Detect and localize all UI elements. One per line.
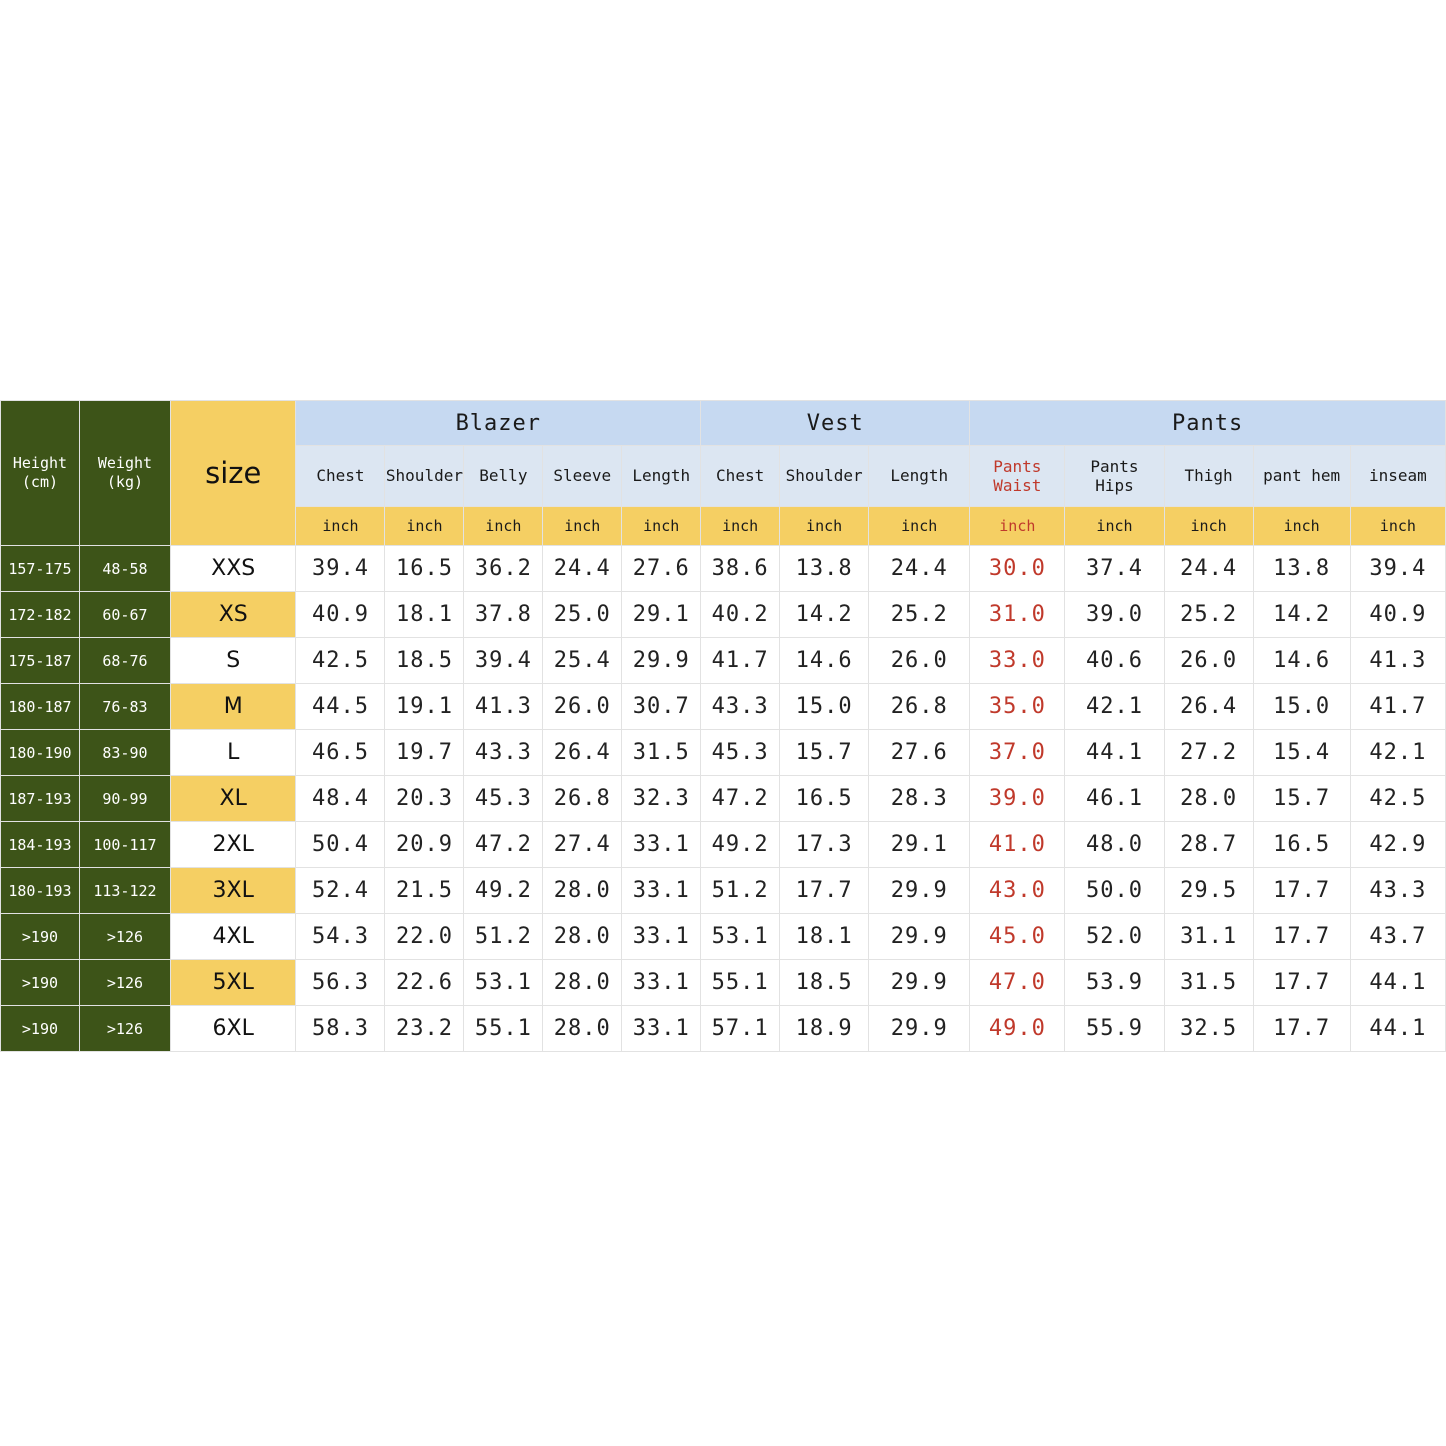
cell-value: 41.7 <box>701 638 780 684</box>
cell-value: 43.0 <box>970 868 1065 914</box>
cell-value: 27.2 <box>1164 730 1253 776</box>
measure-header-0: Chest <box>296 446 385 507</box>
table-row <box>1 684 1446 730</box>
table-row <box>1 638 1446 684</box>
cell-value: 28.3 <box>869 776 970 822</box>
cell-value: 45.0 <box>970 914 1065 960</box>
cell-value: 25.2 <box>1164 592 1253 638</box>
cell-value: 26.0 <box>543 684 622 730</box>
cell-height: >190 <box>1 914 80 960</box>
measure-header-5: Chest <box>701 446 780 507</box>
cell-value: 42.5 <box>296 638 385 684</box>
cell-value: 28.0 <box>543 1006 622 1052</box>
cell-value: 23.2 <box>385 1006 464 1052</box>
unit-header-1: inch <box>385 507 464 546</box>
table-row <box>1 868 1446 914</box>
cell-size: 3XL <box>170 868 295 914</box>
cell-value: 52.4 <box>296 868 385 914</box>
cell-value: 33.1 <box>622 822 701 868</box>
cell-value: 41.3 <box>1350 638 1445 684</box>
cell-value: 39.0 <box>1065 592 1164 638</box>
cell-value: 26.8 <box>543 776 622 822</box>
unit-header-5: inch <box>701 507 780 546</box>
cell-value: 15.7 <box>1253 776 1350 822</box>
table-row <box>1 776 1446 822</box>
cell-value: 44.5 <box>296 684 385 730</box>
cell-value: 28.0 <box>543 868 622 914</box>
cell-weight: 83-90 <box>79 730 170 776</box>
cell-value: 37.0 <box>970 730 1065 776</box>
group-header-blazer: Blazer <box>296 401 701 446</box>
cell-value: 26.4 <box>1164 684 1253 730</box>
cell-height: 180-193 <box>1 868 80 914</box>
cell-weight: 68-76 <box>79 638 170 684</box>
measure-header-4: Length <box>622 446 701 507</box>
cell-value: 18.5 <box>385 638 464 684</box>
unit-header-12: inch <box>1350 507 1445 546</box>
cell-value: 17.7 <box>1253 914 1350 960</box>
cell-value: 43.3 <box>701 684 780 730</box>
measure-header-7: Length <box>869 446 970 507</box>
cell-value: 25.4 <box>543 638 622 684</box>
cell-value: 55.9 <box>1065 1006 1164 1052</box>
cell-value: 40.6 <box>1065 638 1164 684</box>
cell-value: 39.4 <box>1350 546 1445 592</box>
cell-size: 2XL <box>170 822 295 868</box>
cell-value: 33.1 <box>622 868 701 914</box>
cell-value: 28.0 <box>543 914 622 960</box>
cell-value: 51.2 <box>701 868 780 914</box>
unit-header-0: inch <box>296 507 385 546</box>
cell-value: 31.5 <box>1164 960 1253 1006</box>
header-row-groups <box>1 401 1446 446</box>
cell-value: 42.5 <box>1350 776 1445 822</box>
cell-value: 17.7 <box>780 868 869 914</box>
cell-value: 33.1 <box>622 1006 701 1052</box>
unit-header-4: inch <box>622 507 701 546</box>
cell-value: 26.0 <box>1164 638 1253 684</box>
cell-value: 15.0 <box>1253 684 1350 730</box>
cell-value: 20.3 <box>385 776 464 822</box>
measure-header-2: Belly <box>464 446 543 507</box>
cell-height: 180-190 <box>1 730 80 776</box>
cell-value: 53.1 <box>464 960 543 1006</box>
cell-value: 48.0 <box>1065 822 1164 868</box>
cell-value: 35.0 <box>970 684 1065 730</box>
cell-height: 175-187 <box>1 638 80 684</box>
cell-value: 28.0 <box>1164 776 1253 822</box>
cell-value: 42.1 <box>1065 684 1164 730</box>
table-row <box>1 592 1446 638</box>
cell-value: 26.4 <box>543 730 622 776</box>
cell-weight: 113-122 <box>79 868 170 914</box>
cell-value: 21.5 <box>385 868 464 914</box>
cell-value: 28.7 <box>1164 822 1253 868</box>
table-row <box>1 960 1446 1006</box>
cell-value: 17.7 <box>1253 1006 1350 1052</box>
measure-header-3: Sleeve <box>543 446 622 507</box>
cell-height: 172-182 <box>1 592 80 638</box>
cell-value: 46.5 <box>296 730 385 776</box>
cell-value: 16.5 <box>1253 822 1350 868</box>
cell-weight: 60-67 <box>79 592 170 638</box>
cell-value: 17.7 <box>1253 960 1350 1006</box>
unit-header-8: inch <box>970 507 1065 546</box>
cell-value: 14.6 <box>780 638 869 684</box>
unit-header-6: inch <box>780 507 869 546</box>
cell-value: 43.3 <box>464 730 543 776</box>
cell-value: 27.4 <box>543 822 622 868</box>
cell-value: 31.5 <box>622 730 701 776</box>
table-row <box>1 1006 1446 1052</box>
cell-height: 157-175 <box>1 546 80 592</box>
cell-value: 26.0 <box>869 638 970 684</box>
cell-value: 29.9 <box>869 960 970 1006</box>
cell-value: 24.4 <box>543 546 622 592</box>
measure-header-8: Pants Waist <box>970 446 1065 507</box>
cell-value: 25.2 <box>869 592 970 638</box>
cell-value: 29.1 <box>622 592 701 638</box>
cell-value: 33.1 <box>622 914 701 960</box>
cell-value: 48.4 <box>296 776 385 822</box>
cell-value: 38.6 <box>701 546 780 592</box>
cell-value: 22.0 <box>385 914 464 960</box>
table-row <box>1 914 1446 960</box>
cell-value: 44.1 <box>1350 1006 1445 1052</box>
cell-value: 30.0 <box>970 546 1065 592</box>
cell-value: 18.5 <box>780 960 869 1006</box>
cell-value: 55.1 <box>701 960 780 1006</box>
cell-value: 15.7 <box>780 730 869 776</box>
unit-header-2: inch <box>464 507 543 546</box>
cell-value: 31.1 <box>1164 914 1253 960</box>
cell-value: 29.9 <box>869 868 970 914</box>
cell-value: 18.1 <box>780 914 869 960</box>
cell-value: 26.8 <box>869 684 970 730</box>
cell-value: 47.2 <box>464 822 543 868</box>
cell-value: 50.0 <box>1065 868 1164 914</box>
header-size: size <box>170 401 295 546</box>
cell-value: 45.3 <box>701 730 780 776</box>
cell-value: 25.0 <box>543 592 622 638</box>
cell-height: 187-193 <box>1 776 80 822</box>
cell-weight: 100-117 <box>79 822 170 868</box>
cell-value: 39.4 <box>464 638 543 684</box>
cell-value: 29.9 <box>869 1006 970 1052</box>
cell-weight: >126 <box>79 914 170 960</box>
cell-value: 54.3 <box>296 914 385 960</box>
cell-value: 13.8 <box>780 546 869 592</box>
cell-height: >190 <box>1 1006 80 1052</box>
cell-weight: 90-99 <box>79 776 170 822</box>
measure-header-10: Thigh <box>1164 446 1253 507</box>
cell-value: 40.2 <box>701 592 780 638</box>
cell-value: 40.9 <box>1350 592 1445 638</box>
cell-value: 44.1 <box>1350 960 1445 1006</box>
cell-size: 5XL <box>170 960 295 1006</box>
cell-value: 19.7 <box>385 730 464 776</box>
unit-header-3: inch <box>543 507 622 546</box>
cell-value: 49.2 <box>464 868 543 914</box>
cell-value: 18.1 <box>385 592 464 638</box>
cell-value: 16.5 <box>780 776 869 822</box>
cell-value: 19.1 <box>385 684 464 730</box>
cell-value: 24.4 <box>869 546 970 592</box>
cell-value: 14.2 <box>1253 592 1350 638</box>
cell-value: 18.9 <box>780 1006 869 1052</box>
cell-value: 43.7 <box>1350 914 1445 960</box>
cell-value: 47.0 <box>970 960 1065 1006</box>
cell-size: 4XL <box>170 914 295 960</box>
cell-value: 53.1 <box>701 914 780 960</box>
unit-header-10: inch <box>1164 507 1253 546</box>
cell-value: 32.5 <box>1164 1006 1253 1052</box>
cell-value: 36.2 <box>464 546 543 592</box>
cell-value: 29.9 <box>622 638 701 684</box>
cell-size: M <box>170 684 295 730</box>
cell-weight: 76-83 <box>79 684 170 730</box>
cell-value: 27.6 <box>869 730 970 776</box>
cell-value: 53.9 <box>1065 960 1164 1006</box>
table-row <box>1 730 1446 776</box>
cell-value: 15.4 <box>1253 730 1350 776</box>
cell-value: 29.1 <box>869 822 970 868</box>
measure-header-11: pant hem <box>1253 446 1350 507</box>
cell-value: 50.4 <box>296 822 385 868</box>
group-header-vest: Vest <box>701 401 970 446</box>
cell-value: 51.2 <box>464 914 543 960</box>
cell-size: S <box>170 638 295 684</box>
size-chart-table <box>0 400 1446 1052</box>
cell-height: 180-187 <box>1 684 80 730</box>
cell-value: 31.0 <box>970 592 1065 638</box>
cell-value: 47.2 <box>701 776 780 822</box>
cell-value: 43.3 <box>1350 868 1445 914</box>
unit-header-7: inch <box>869 507 970 546</box>
cell-value: 41.0 <box>970 822 1065 868</box>
measure-header-1: Shoulder <box>385 446 464 507</box>
cell-value: 17.3 <box>780 822 869 868</box>
header-height: Height (cm) <box>1 401 80 546</box>
measure-header-9: Pants Hips <box>1065 446 1164 507</box>
cell-value: 57.1 <box>701 1006 780 1052</box>
cell-value: 44.1 <box>1065 730 1164 776</box>
cell-value: 52.0 <box>1065 914 1164 960</box>
cell-value: 37.4 <box>1065 546 1164 592</box>
cell-value: 39.0 <box>970 776 1065 822</box>
cell-size: XL <box>170 776 295 822</box>
header-weight: Weight (kg) <box>79 401 170 546</box>
cell-value: 45.3 <box>464 776 543 822</box>
group-header-pants: Pants <box>970 401 1446 446</box>
cell-weight: 48-58 <box>79 546 170 592</box>
cell-value: 41.7 <box>1350 684 1445 730</box>
unit-header-11: inch <box>1253 507 1350 546</box>
size-chart-container <box>0 400 1446 1052</box>
cell-value: 40.9 <box>296 592 385 638</box>
cell-value: 58.3 <box>296 1006 385 1052</box>
cell-value: 22.6 <box>385 960 464 1006</box>
cell-value: 33.1 <box>622 960 701 1006</box>
cell-value: 20.9 <box>385 822 464 868</box>
cell-value: 30.7 <box>622 684 701 730</box>
cell-value: 17.7 <box>1253 868 1350 914</box>
cell-value: 28.0 <box>543 960 622 1006</box>
cell-weight: >126 <box>79 960 170 1006</box>
table-row <box>1 822 1446 868</box>
cell-value: 39.4 <box>296 546 385 592</box>
cell-value: 29.5 <box>1164 868 1253 914</box>
cell-value: 29.9 <box>869 914 970 960</box>
cell-value: 46.1 <box>1065 776 1164 822</box>
cell-value: 32.3 <box>622 776 701 822</box>
cell-value: 33.0 <box>970 638 1065 684</box>
cell-value: 49.0 <box>970 1006 1065 1052</box>
cell-size: L <box>170 730 295 776</box>
cell-value: 13.8 <box>1253 546 1350 592</box>
cell-value: 24.4 <box>1164 546 1253 592</box>
cell-value: 42.9 <box>1350 822 1445 868</box>
cell-value: 41.3 <box>464 684 543 730</box>
unit-header-9: inch <box>1065 507 1164 546</box>
cell-value: 56.3 <box>296 960 385 1006</box>
cell-value: 16.5 <box>385 546 464 592</box>
cell-value: 14.2 <box>780 592 869 638</box>
cell-value: 27.6 <box>622 546 701 592</box>
cell-value: 49.2 <box>701 822 780 868</box>
cell-value: 15.0 <box>780 684 869 730</box>
cell-size: XS <box>170 592 295 638</box>
cell-weight: >126 <box>79 1006 170 1052</box>
cell-value: 42.1 <box>1350 730 1445 776</box>
cell-value: 37.8 <box>464 592 543 638</box>
cell-size: XXS <box>170 546 295 592</box>
table-row <box>1 546 1446 592</box>
measure-header-6: Shoulder <box>780 446 869 507</box>
cell-value: 55.1 <box>464 1006 543 1052</box>
cell-value: 14.6 <box>1253 638 1350 684</box>
cell-height: >190 <box>1 960 80 1006</box>
measure-header-12: inseam <box>1350 446 1445 507</box>
cell-size: 6XL <box>170 1006 295 1052</box>
cell-height: 184-193 <box>1 822 80 868</box>
